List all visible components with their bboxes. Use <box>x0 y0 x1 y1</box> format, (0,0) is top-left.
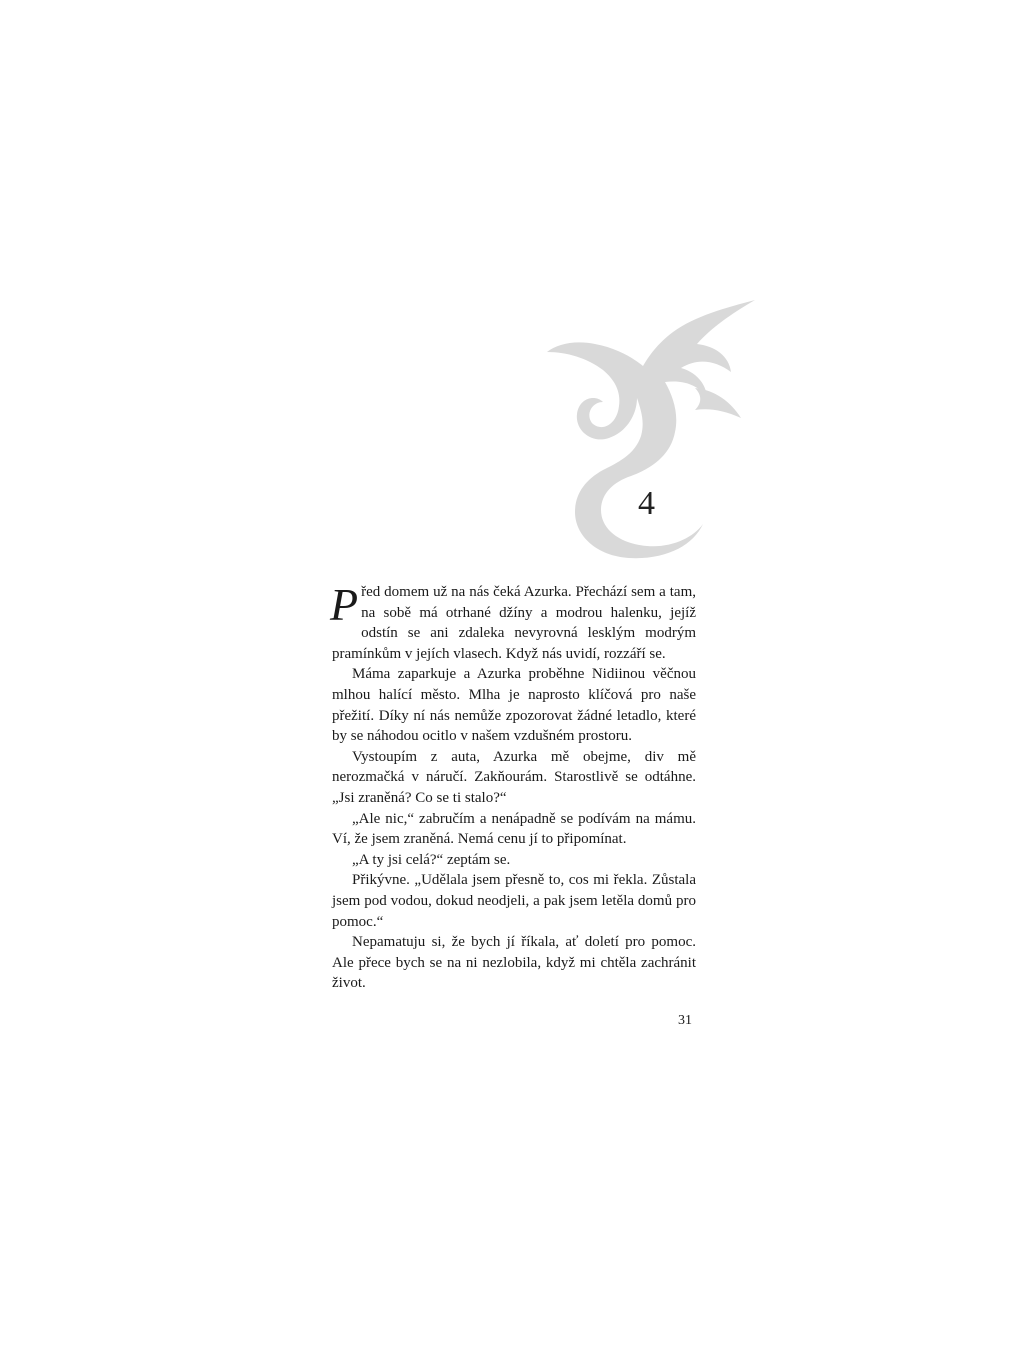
chapter-text <box>330 579 696 994</box>
paragraph: Máma zaparkuje a Azurka proběhne Nidiinou věčnou mlhou halící město. Mlha je naprosto klíčová pro naše přežití. Díky ní nás nemůže zpozorovat žádné letadlo, které by se náhodou ocitlo v našem vzdušném prostoru. <box>332 666 696 745</box>
paragraph: Vystoupím z auta, Azurka mě obejme, div mě nerozmačká v náručí. Zakňourám. Starostlivě se odtáhne. „Jsi zraněná? Co se ti stalo?“ <box>332 748 696 806</box>
paragraph: Nepamatuju si, že bych jí říkala, ať doletí pro pomoc. Ale přece bych se na ni nezlobila, když mi chtěla zachránit život. <box>332 934 696 992</box>
chapter-number: 4 <box>638 485 655 522</box>
paragraph: „A ty jsi celá?“ zeptám se. <box>352 851 511 868</box>
page-number: 31 <box>678 1013 692 1028</box>
paragraph: „Ale nic,“ zabručím a nenápadně se podívám na mámu. Ví, že jsem zraněná. Nemá cenu jí to připomínat. <box>332 810 696 848</box>
paragraph: Přikývne. „Udělala jsem přesně to, cos mi řekla. Zůstala jsem pod vodou, dokud neodjeli, a pak jsem letěla domů pro pomoc.“ <box>332 872 696 930</box>
drop-cap: P <box>330 579 359 630</box>
first-paragraph-text: řed domem už na nás čeká Azurka. Přechází sem a tam, na sobě má otrhané džíny a modrou halenku, jejíž odstín se ani zdaleka nevyrovná lesklým modrým pramínkům v jejích vlasech. Když nás uvidí, rozzáří se. <box>332 584 696 662</box>
first-paragraph <box>330 579 696 664</box>
